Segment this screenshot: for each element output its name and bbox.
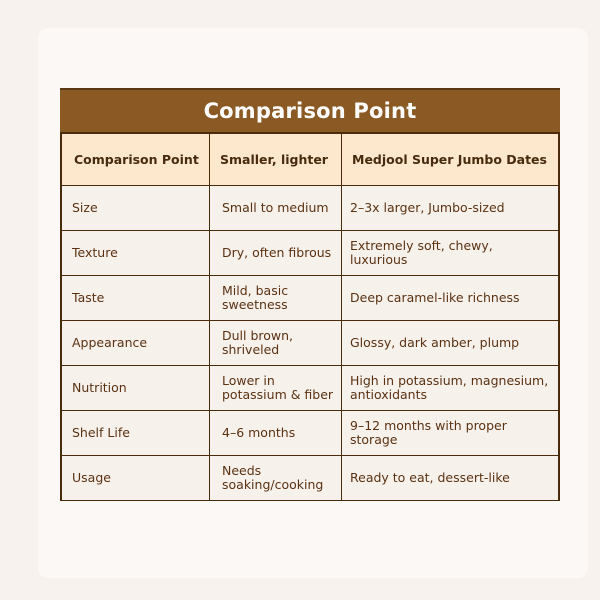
header-comparison-point: Comparison Point	[62, 134, 210, 185]
row-label: Appearance	[62, 321, 210, 365]
row-label: Nutrition	[62, 366, 210, 410]
medjool-value: Glossy, dark amber, plump	[350, 335, 520, 350]
regular-value: Dull brown, shriveled	[210, 321, 342, 365]
row-label: Taste	[62, 276, 210, 320]
table-row	[62, 411, 558, 456]
regular-value: Needs soaking/cooking	[210, 456, 342, 500]
header-medjool: Medjool Super Jumbo Dates	[352, 151, 547, 167]
regular-value: Dry, often fibrous	[210, 231, 342, 275]
table-row	[62, 321, 558, 366]
comparison-table	[60, 88, 560, 501]
row-label: Shelf Life	[62, 411, 210, 455]
regular-value: Lower in potassium & fiber	[210, 366, 342, 410]
table-title: Comparison Point	[60, 88, 560, 134]
header-smaller-lighter: Smaller, lighter	[210, 134, 342, 185]
medjool-value: Ready to eat, dessert-like	[350, 470, 510, 485]
regular-value: 4–6 months	[210, 411, 342, 455]
regular-value: Small to medium	[210, 186, 342, 230]
table-row	[62, 231, 558, 276]
content-card	[38, 28, 588, 578]
medjool-value: 2–3x larger, Jumbo-sized	[350, 200, 505, 215]
row-label: Usage	[62, 456, 210, 500]
table-row	[62, 276, 558, 321]
regular-value: Mild, basic sweetness	[210, 276, 342, 320]
table-grid	[60, 134, 560, 501]
medjool-value: High in potassium, magnesium, antioxidants	[350, 373, 549, 402]
table-row	[62, 456, 558, 501]
row-label: Size	[62, 186, 210, 230]
table-row	[62, 186, 558, 231]
row-label: Texture	[62, 231, 210, 275]
table-row	[62, 366, 558, 411]
table-header-row	[62, 134, 558, 186]
medjool-value: 9–12 months with proper storage	[350, 418, 507, 447]
medjool-value: Deep caramel-like richness	[350, 290, 520, 305]
medjool-value: Extremely soft, chewy, luxurious	[350, 238, 493, 267]
